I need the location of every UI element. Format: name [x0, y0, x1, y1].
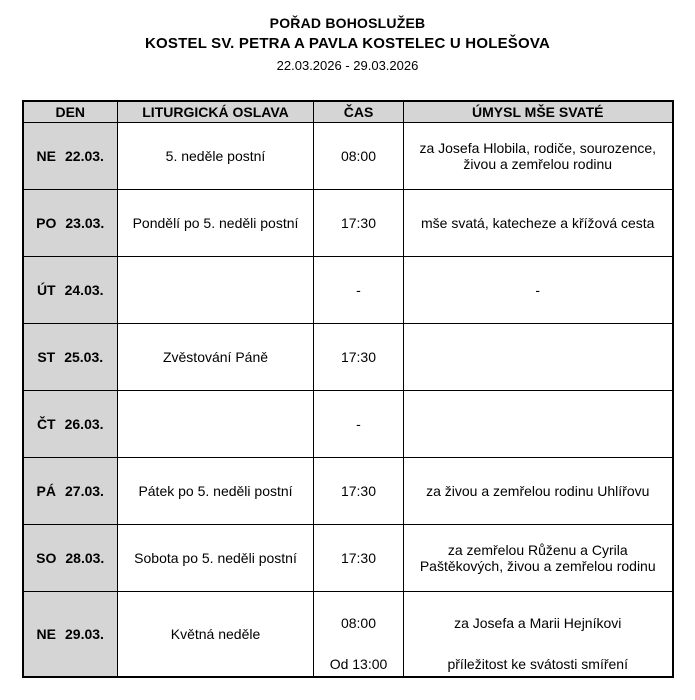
column-header-cas: ČAS	[314, 101, 404, 123]
celebration-cell	[118, 257, 314, 324]
celebration-cell: Pondělí po 5. neděli postní	[118, 190, 314, 257]
day-date: 25.03.	[64, 349, 104, 366]
day-cell	[23, 525, 118, 592]
intention-morning: za Josefa a Marii Hejníkovi	[454, 615, 622, 632]
time-cell: 17:30	[314, 525, 404, 592]
time-cell: 17:30	[314, 324, 404, 391]
day-date: 28.03.	[65, 550, 105, 567]
column-header-liturgicka-oslava: LITURGICKÁ OSLAVA	[118, 101, 314, 123]
church-name: KOSTEL SV. PETRA A PAVLA KOSTELEC U HOLEŠOVA	[145, 35, 550, 53]
day-abbrev: ÚT	[36, 282, 56, 299]
intention-cell	[404, 324, 673, 391]
intention-cell: -	[404, 257, 673, 324]
table-row	[23, 123, 673, 190]
intention-cell: mše svatá, katecheze a křížová cesta	[404, 190, 673, 257]
date-range: 22.03.2026 - 29.03.2026	[276, 58, 419, 74]
intention-cell: za živou a zemřelou rodinu Uhlířovu	[404, 458, 673, 525]
time-cell	[314, 592, 404, 677]
day-abbrev: PÁ	[36, 483, 56, 500]
time-cell: 08:00	[314, 123, 404, 190]
day-cell	[23, 190, 118, 257]
celebration-cell	[118, 391, 314, 458]
day-abbrev: NE	[36, 626, 56, 643]
column-header-umysl: ÚMYSL MŠE SVATÉ	[404, 101, 673, 123]
intention-cell	[404, 391, 673, 458]
day-abbrev: ST	[37, 349, 56, 366]
table-row	[23, 592, 673, 677]
day-date: 29.03.	[65, 626, 104, 643]
page-title: POŘAD BOHOSLUŽEB	[269, 15, 426, 31]
day-cell	[23, 592, 118, 677]
day-date: 23.03.	[65, 215, 105, 232]
intention-afternoon: příležitost ke svátosti smíření	[447, 655, 628, 672]
day-cell	[23, 257, 118, 324]
column-header-den: DEN	[23, 101, 118, 123]
day-date: 27.03.	[65, 483, 104, 500]
intention-cell: za zemřelou Růženu a Cyrila Paštěkových, živou a zemřelou rodinu	[404, 525, 673, 592]
day-cell	[23, 123, 118, 190]
celebration-cell: 5. neděle postní	[118, 123, 314, 190]
table-row	[23, 257, 673, 324]
table-row	[23, 190, 673, 257]
celebration-cell: Zvěstování Páně	[118, 324, 314, 391]
time-morning: 08:00	[340, 615, 377, 632]
day-date: 26.03.	[64, 416, 104, 433]
table-row	[23, 525, 673, 592]
day-abbrev: PO	[36, 215, 57, 232]
table-row	[23, 458, 673, 525]
time-cell: 17:30	[314, 190, 404, 257]
day-date: 22.03.	[65, 148, 104, 165]
schedule-table	[22, 100, 674, 678]
day-cell	[23, 391, 118, 458]
day-abbrev: ČT	[36, 416, 56, 433]
day-date: 24.03.	[64, 282, 104, 299]
time-cell: -	[314, 391, 404, 458]
intention-cell: za Josefa Hlobila, rodiče, sourozence, živou a zemřelou rodinu	[404, 123, 673, 190]
day-abbrev: NE	[36, 148, 56, 165]
day-abbrev: SO	[36, 550, 57, 567]
day-cell	[23, 324, 118, 391]
table-header-row	[23, 101, 673, 123]
celebration-cell: Květná neděle	[118, 592, 314, 677]
time-cell: 17:30	[314, 458, 404, 525]
table-row	[23, 391, 673, 458]
table-row	[23, 324, 673, 391]
time-cell: -	[314, 257, 404, 324]
time-afternoon: Od 13:00	[329, 655, 388, 672]
celebration-cell: Sobota po 5. neděli postní	[118, 525, 314, 592]
document-header	[0, 13, 695, 76]
celebration-cell: Pátek po 5. neděli postní	[118, 458, 314, 525]
day-cell	[23, 458, 118, 525]
intention-cell	[404, 592, 673, 677]
